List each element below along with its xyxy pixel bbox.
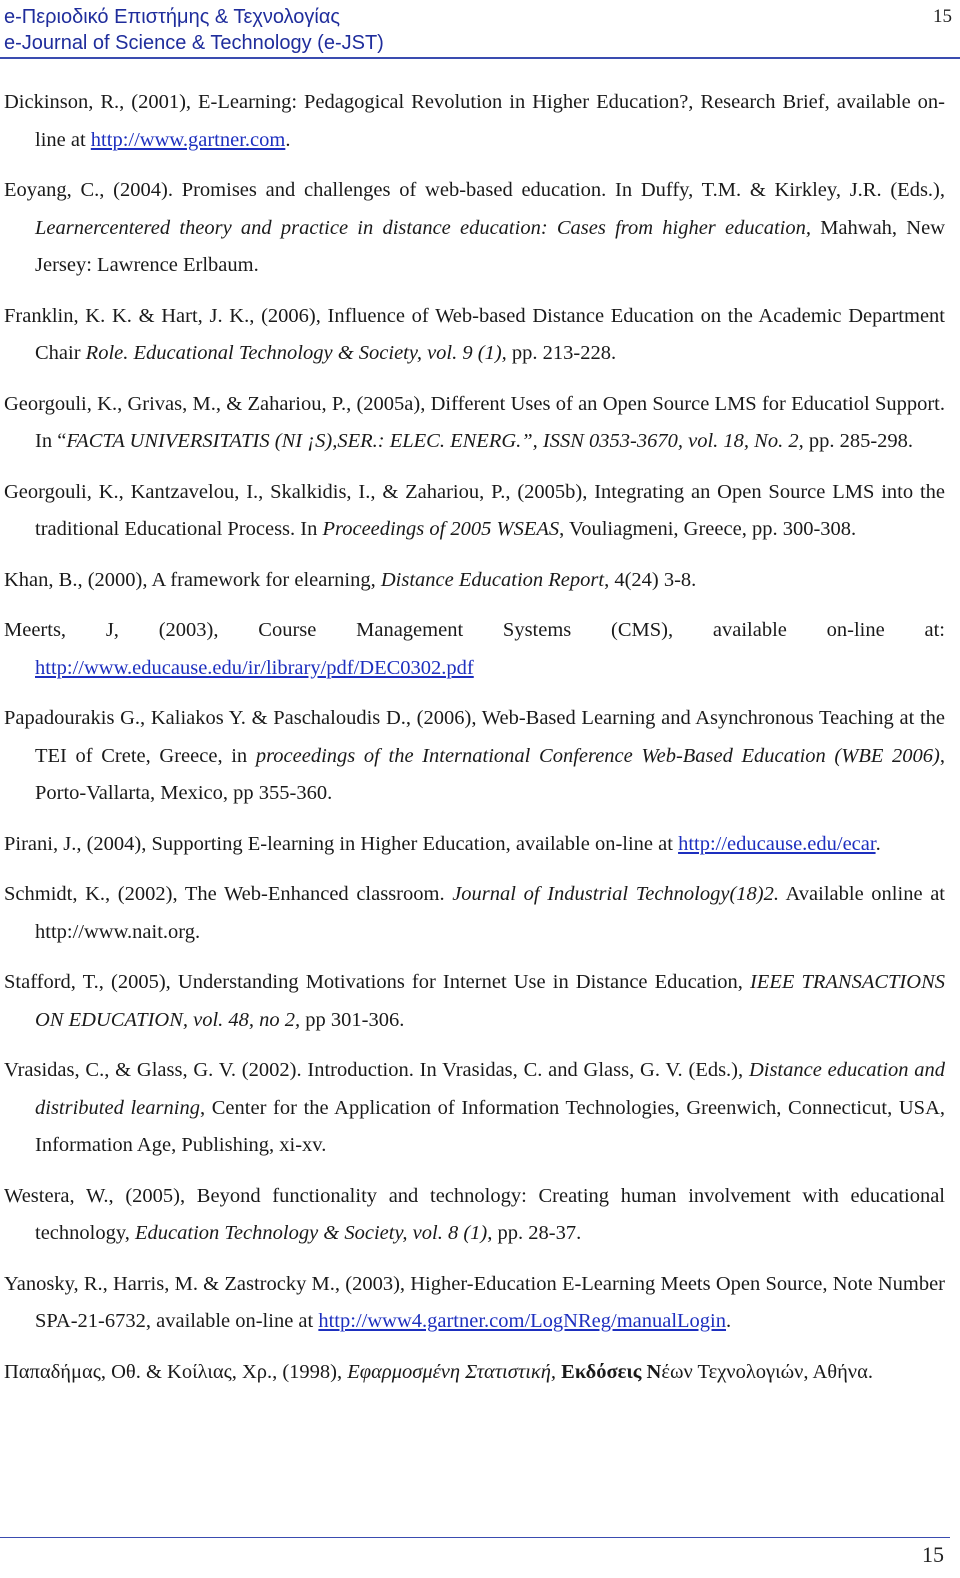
reference-text: Stafford, T., (2005), Understanding Motivations for Internet Use in Distance Education, [4, 971, 750, 993]
reference-link[interactable]: http://www4.gartner.com/LogNReg/manualLogin [318, 1310, 727, 1332]
reference-text: Papadourakis G., Kaliakos Y. & Paschaloudis D., (2006), Web-Based Learning and Asynchronous Teaching at the TEI of Crete, Greece, in [4, 707, 945, 767]
reference-link[interactable]: http://www.educause.edu/ir/library/pdf/DEC0302.pdf [35, 656, 474, 679]
reference-vrasidas [4, 1052, 945, 1165]
reference-title-italic: FACTA UNIVERSITATIS (NI ¡S),SER.: ELEC. ENERG.”, ISSN 0353-3670, vol. 18, No. 2, [66, 430, 804, 452]
reference-link[interactable]: http://educause.edu/ecar [678, 832, 876, 855]
header-divider [0, 57, 960, 59]
reference-text: , Center for the Application of Information Technologies, Greenwich, Connecticut, USA, Information Age, Publishing, xi-xv. [35, 1096, 945, 1156]
reference-yanosky [4, 1266, 945, 1341]
reference-title-italic: Journal of Industrial Technology(18)2. [452, 883, 779, 905]
reference-westera [4, 1178, 945, 1253]
page-number-bottom: 15 [922, 1542, 944, 1567]
journal-title-english: e-Journal of Science & Technology (e-JST) [4, 32, 384, 54]
reference-title-italic: Education Technology & Society, vol. 8 (1), [135, 1222, 493, 1244]
reference-georgouli-a [4, 386, 945, 461]
reference-title-italic: Learnercentered theory and practice in distance education: Cases from higher education, [35, 216, 811, 239]
reference-text: Yanosky, R., Harris, M. & Zastrocky M., (2003), Higher-Education E-Learning Meets Open Source, Note Number SPA-21-6732, available on-line at [4, 1272, 945, 1332]
reference-text: Mahwah, New Jersey: Lawrence Erlbaum. [35, 216, 945, 276]
reference-text: , Vouliagmeni, Greece, pp. 300-308. [559, 518, 857, 540]
reference-title-italic: IEEE TRANSACTIONS ON EDUCATION, vol. 48, no 2, [35, 971, 945, 1031]
reference-text: , Porto-Vallarta, Mexico, pp 355-360. [35, 744, 945, 804]
reference-link[interactable]: http://www.gartner.com [90, 128, 286, 151]
footer-divider [0, 1537, 950, 1538]
journal-title-greek: e-Περιοδικό Επιστήμης & Τεχνολογίας [4, 6, 341, 28]
reference-text: Georgouli, K., Grivas, M., & Zahariou, P., (2005a), Different Uses of an Open Source LMS for Educatiol Support. In “ [4, 392, 945, 452]
reference-dickinson [4, 84, 945, 159]
page-header [0, 0, 960, 58]
reference-text: pp. 213-228. [506, 342, 617, 364]
reference-text: . [285, 128, 291, 151]
reference-text: , 4(24) 3-8. [604, 568, 697, 591]
reference-papadimas [4, 1354, 945, 1392]
reference-text: Franklin, K. K. & Hart, J. K., (2006), Influence of Web-based Distance Education on the Academic Department Chair [4, 304, 945, 364]
reference-title-italic: proceedings of the International Conference Web-Based Education (WBE 2006) [255, 744, 940, 767]
reference-text: pp 301-306. [300, 1008, 405, 1031]
reference-georgouli-b [4, 474, 945, 549]
reference-title-italic: Εφαρμοσμένη Στατιστική, [347, 1360, 557, 1383]
reference-text: Westera, W., (2005), Beyond functionality and technology: Creating human involvement with educational technology, [4, 1184, 945, 1244]
reference-text: Available online at http://www.nait.org. [35, 883, 945, 943]
reference-text: έων Τεχνολογιών, Αθήνα. [661, 1360, 873, 1383]
reference-pirani [4, 826, 945, 864]
reference-title-italic: Proceedings of 2005 WSEAS [322, 518, 560, 540]
reference-text: Vrasidas, C., & Glass, G. V. (2002). Introduction. In Vrasidas, C. and Glass, G. V. (Eds.), [4, 1059, 749, 1081]
reference-text: Schmidt, K., (2002), The Web-Enhanced classroom. [4, 883, 453, 905]
reference-text: Georgouli, K., Kantzavelou, I., Skalkidis, I., & Zahariou, P., (2005b), Integrating an Open Source LMS into the traditional Educational Process. In [4, 480, 945, 540]
reference-text: Dickinson, R., (2001), E-Learning: Pedagogical Revolution in Higher Education?, Research Brief, available on-line at [4, 91, 945, 151]
reference-papadourakis [4, 700, 945, 813]
reference-text: . [875, 832, 881, 855]
reference-text: Eoyang, C., (2004). Promises and challenges of web-based education. In Duffy, T.M. & Kirkley, J.R. (Eds.), [4, 179, 945, 201]
reference-list [0, 84, 960, 1404]
reference-franklin [4, 298, 945, 373]
reference-text: pp. 285-298. [803, 430, 914, 452]
reference-title-italic: Distance Education Report [380, 568, 605, 591]
reference-schmidt [4, 876, 945, 951]
reference-eoyang [4, 172, 945, 285]
reference-text: Pirani, J., (2004), Supporting E-learning in Higher Education, available on-line at [4, 832, 679, 855]
reference-stafford [4, 964, 945, 1039]
reference-meerts [4, 612, 945, 687]
reference-text-bold: Εκδόσεις Ν [561, 1360, 662, 1383]
reference-text: Meerts, J, (2003), Course Management Systems (CMS), available on-line at: [4, 619, 945, 641]
reference-title-italic: Distance education and distributed learning [35, 1059, 945, 1119]
reference-text: Khan, B., (2000), A framework for elearning, [4, 568, 381, 591]
page-number-top: 15 [933, 6, 952, 27]
reference-text: pp. 28-37. [492, 1222, 582, 1244]
reference-khan [4, 562, 945, 600]
reference-text: Παπαδήμας, Οθ. & Κοίλιας, Χρ., (1998), [4, 1360, 348, 1383]
reference-title-italic: Role. Educational Technology & Society, vol. 9 (1), [85, 342, 507, 364]
reference-text: . [726, 1310, 732, 1332]
